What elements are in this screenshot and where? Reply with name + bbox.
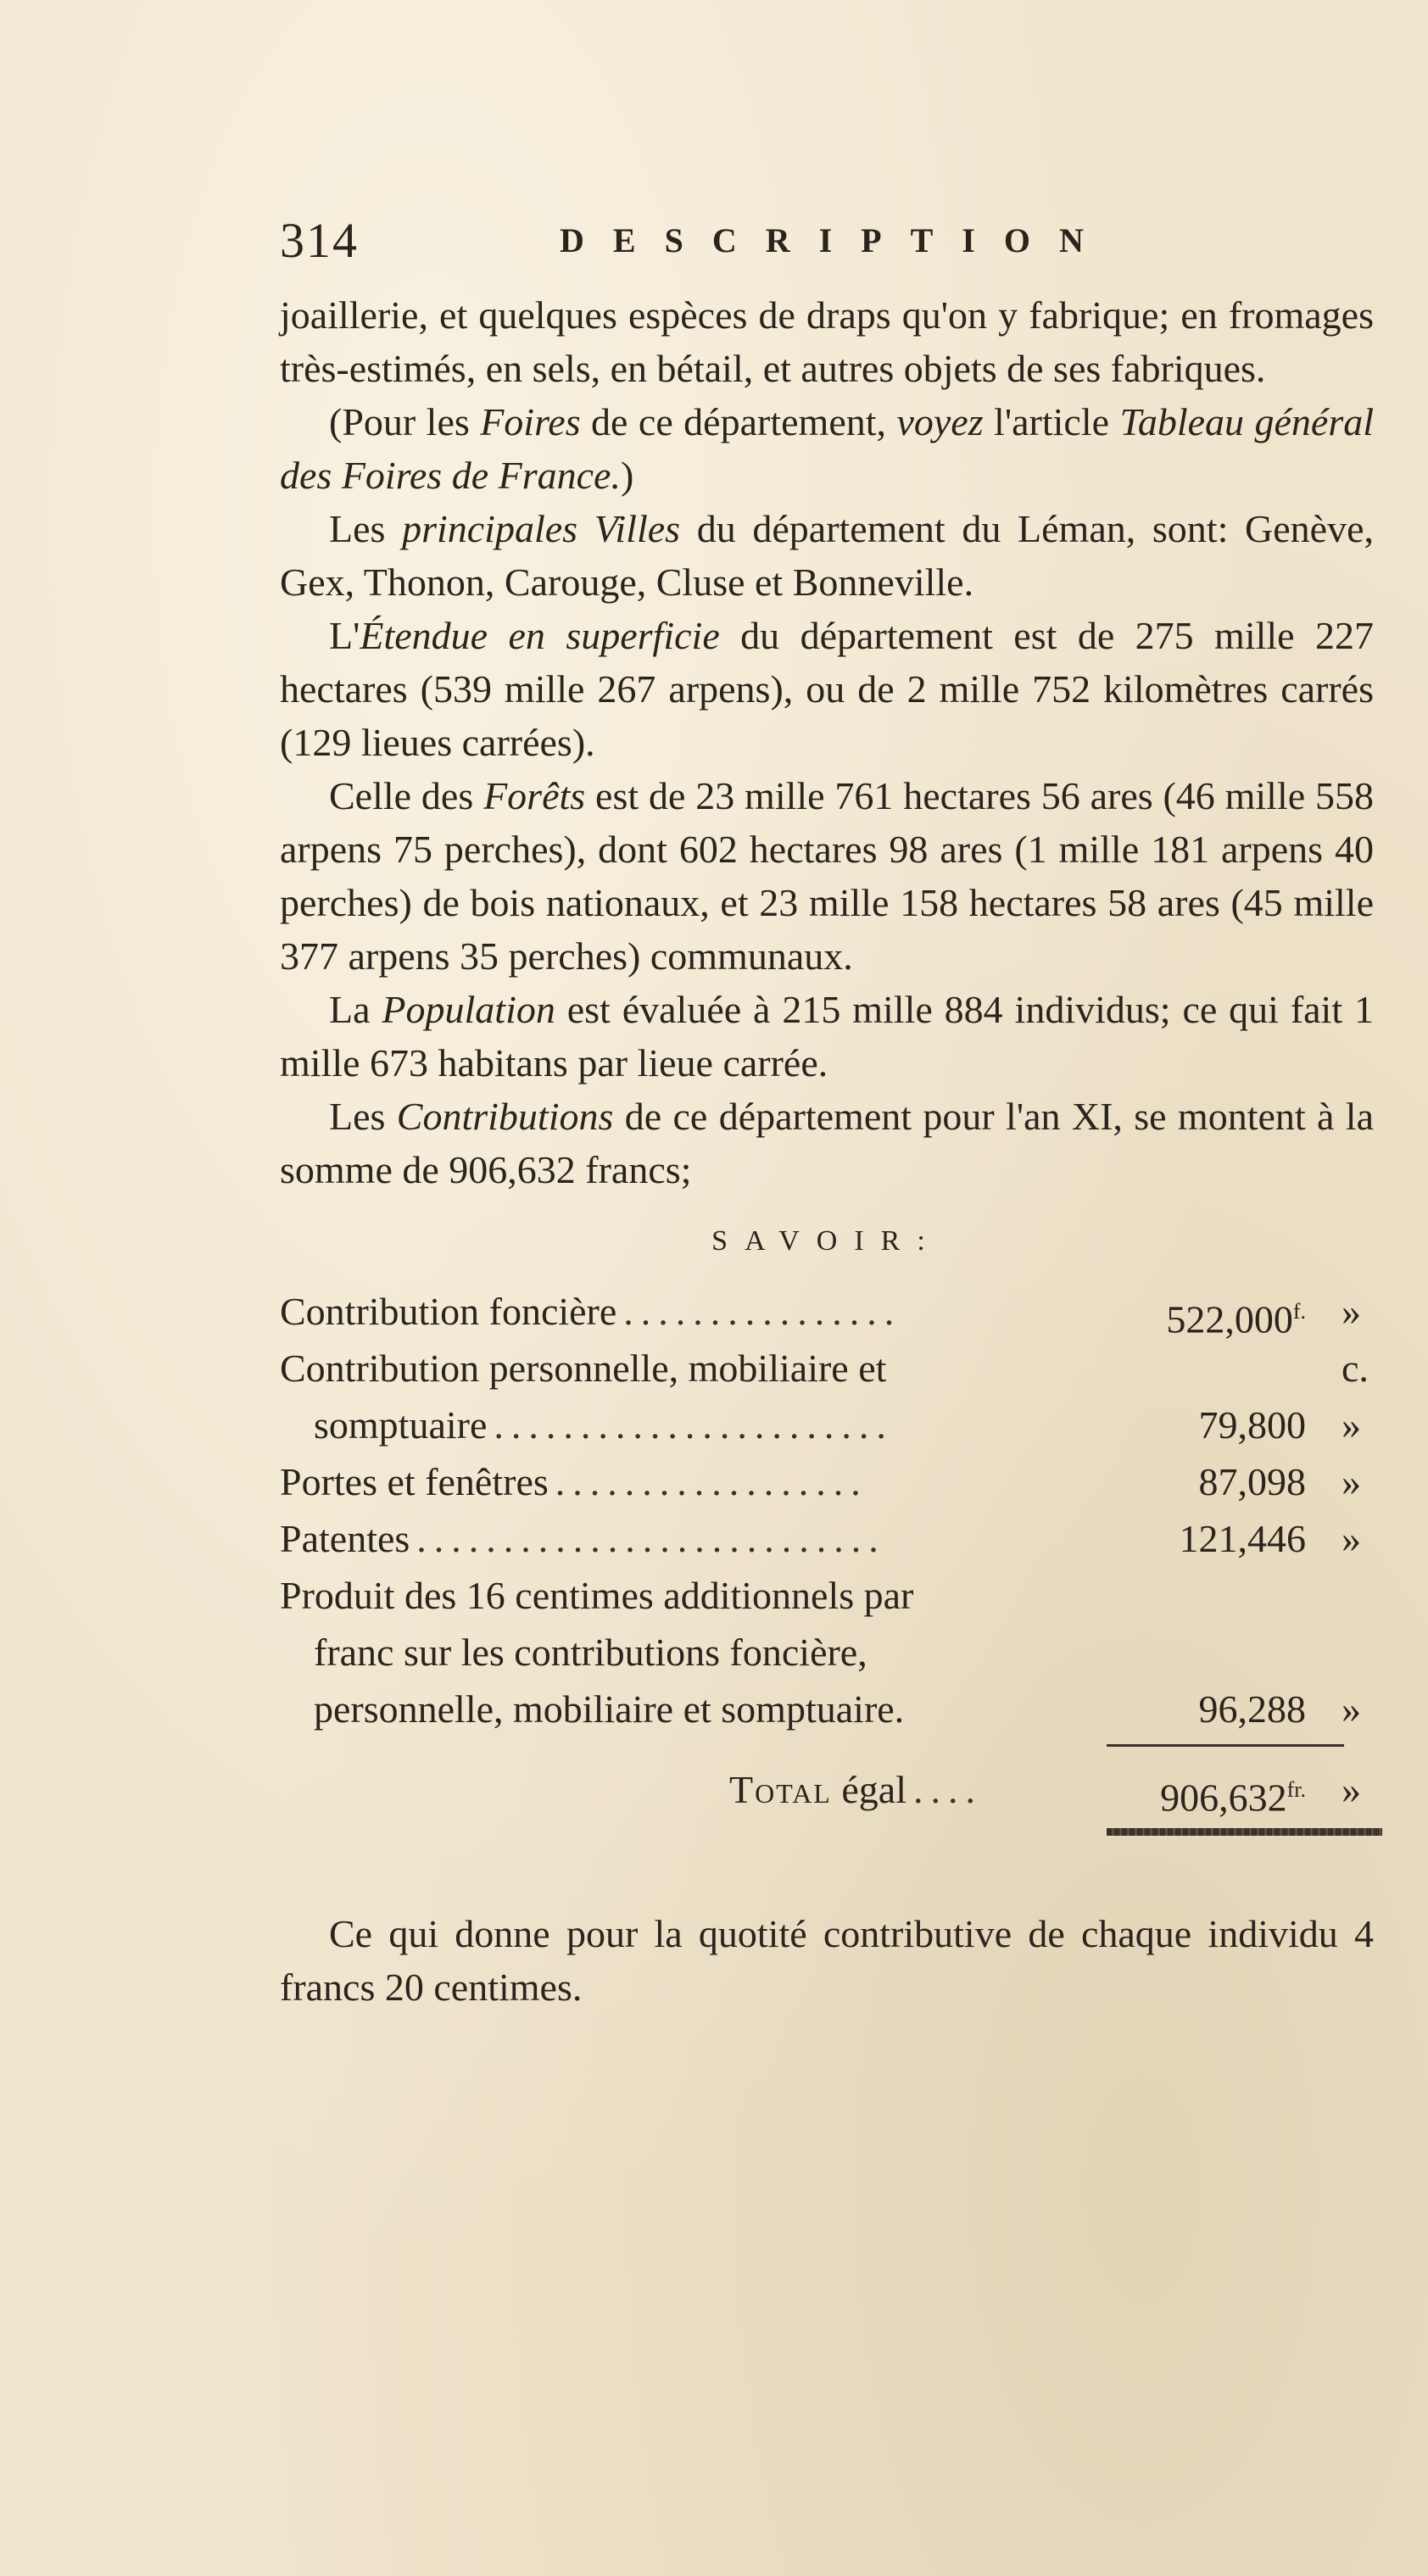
table-row: Patentes ........................... 121,446 »	[280, 1510, 1374, 1567]
paragraph-quota: Ce qui donne pour la quotité contributive de chaque individu 4 francs 20 centimes.	[280, 1912, 1374, 2009]
row-label: franc sur les contributions foncière,	[314, 1631, 867, 1674]
row-cents: » c.	[1342, 1290, 1369, 1390]
page-number: 314	[280, 213, 359, 268]
sum-rule	[1107, 1744, 1344, 1747]
table-row	[280, 1567, 1374, 1624]
row-amount: 121,446	[1179, 1517, 1306, 1560]
row-label: somptuaire	[314, 1403, 488, 1447]
paragraph-area: L'Étendue en superficie du département est de 275 mille 227 hectares (539 mille 267 arpens), ou de 2 mille 752 kilomètres carrés (129 lieues carrées).	[280, 614, 1374, 764]
table-row	[280, 1681, 1374, 1737]
text-column	[280, 212, 1374, 2014]
table-row: Portes et fenêtres .................. 87,098 »	[280, 1453, 1374, 1510]
paragraph-forests: Celle des Forêts est de 23 mille 761 hectares 56 ares (46 mille 558 arpens 75 perches), dont 602 hectares 98 ares (1 mille 181 arpens 40 perches) de bois nationaux, et 23 mille 158 hectares 58 ares (45 mille 377 arpens 35 perches) communaux.	[280, 774, 1374, 978]
row-amount: 79,800	[1198, 1403, 1306, 1447]
row-cents: »	[1342, 1517, 1361, 1560]
contributions-table	[280, 1283, 1374, 1818]
paragraph-population: La Population est évaluée à 215 mille 884 individus; ce qui fait 1 mille 673 habitans par lieue carrée.	[280, 988, 1375, 1084]
total-cents: »	[1342, 1768, 1361, 1811]
row-label: Produit des 16 centimes additionnels par	[280, 1574, 914, 1617]
paragraph-cities: Les principales Villes du département du Léman, sont: Genève, Gex, Thonon, Carouge, Cluse et Bonneville.	[280, 507, 1374, 604]
paragraph-fairs: (Pour les Foires de ce département, voyez l'article Tableau général des Foires de France.)	[280, 400, 1374, 497]
table-row: Contribution foncière ................ $522,000^{f.}$ » c.	[280, 1283, 1374, 1340]
paragraph-products: joaillerie, et quelques espèces de draps qu'on y fabrique; en fromages très-estimés, en sels, en bétail, et autres objets de ses fabriques.	[280, 293, 1374, 390]
row-cents: »	[1342, 1460, 1361, 1503]
paragraph-contributions: Les Contributions de ce département pour l'an XI, se montent à la somme de 906,632 francs;	[280, 1095, 1374, 1191]
row-label: Contribution personnelle, mobiliaire et	[280, 1347, 887, 1390]
row-amount: 96,288	[1198, 1687, 1306, 1731]
table-row	[280, 1340, 1374, 1397]
running-title: DESCRIPTION	[560, 221, 1113, 259]
total-amount: $906,632^{fr.}$	[1160, 1776, 1306, 1820]
row-cents: »	[1342, 1687, 1361, 1731]
row-label: personnelle, mobiliaire et somptuaire.	[314, 1687, 905, 1731]
row-amount: $522,000^{f.}$	[1166, 1297, 1306, 1341]
row-cents: »	[1342, 1403, 1361, 1447]
total-row: Total égal .... $906,632^{fr.}$ »	[280, 1761, 1374, 1818]
row-label: Patentes	[280, 1517, 410, 1560]
savoir-heading: SAVOIR:	[711, 1225, 942, 1257]
row-label: Portes et fenêtres	[280, 1460, 549, 1503]
row-label: Contribution foncière	[280, 1290, 617, 1333]
row-amount: 87,098	[1198, 1460, 1306, 1503]
page-header	[280, 212, 1374, 288]
table-row: somptuaire ....................... 79,800 »	[280, 1397, 1374, 1453]
table-row	[280, 1624, 1374, 1681]
total-label: Total	[729, 1768, 832, 1811]
total-rule	[1107, 1828, 1382, 1836]
